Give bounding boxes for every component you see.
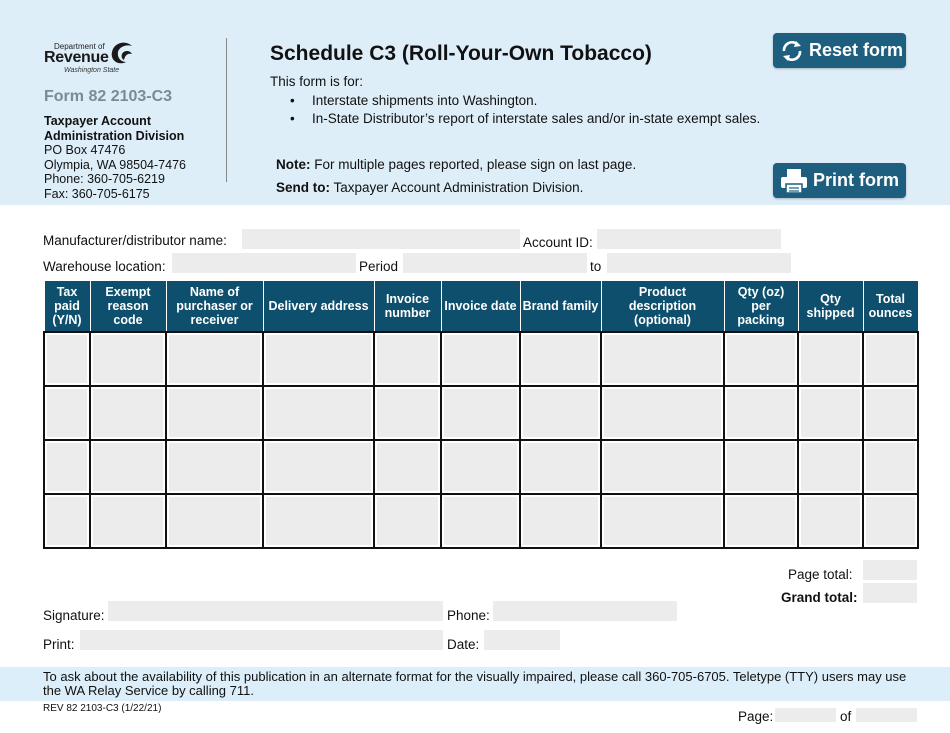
table-cell-input[interactable] (444, 497, 517, 545)
table-cell (263, 494, 374, 548)
table-cell-input[interactable] (47, 335, 87, 383)
column-header: Delivery address (263, 281, 374, 333)
printer-icon (779, 167, 809, 195)
table-cell (263, 386, 374, 440)
table-cell-input[interactable] (866, 335, 915, 383)
table-cell-input[interactable] (801, 335, 860, 383)
table-cell (441, 494, 520, 548)
table-cell (520, 332, 601, 386)
table-cell (166, 440, 263, 494)
manufacturer-label: Manufacturer/distributor name: (43, 233, 227, 248)
table-cell (601, 440, 724, 494)
table-cell (724, 440, 798, 494)
table-cell-input[interactable] (266, 389, 371, 437)
dor-swirl-icon (108, 40, 136, 68)
address-phone: Phone: 360-705-6219 (44, 172, 165, 187)
table-cell (520, 440, 601, 494)
table-cell (863, 386, 918, 440)
manufacturer-input[interactable] (242, 229, 520, 249)
address-line: Taxpayer Account (44, 114, 151, 128)
table-cell-input[interactable] (266, 443, 371, 491)
sendto-label: Send to: (276, 180, 330, 195)
column-header: Tax paid (Y/N) (44, 281, 90, 333)
table-cell (441, 332, 520, 386)
table-cell-input[interactable] (47, 443, 87, 491)
column-header: Total ounces (863, 281, 918, 333)
table-cell-input[interactable] (169, 497, 260, 545)
table-cell (44, 386, 90, 440)
table-cell-input[interactable] (523, 443, 598, 491)
purpose-list (290, 92, 760, 128)
table-cell (263, 332, 374, 386)
table-cell (724, 494, 798, 548)
table-cell (798, 494, 863, 548)
table-cell (374, 494, 441, 548)
grand-total-input[interactable] (863, 583, 917, 603)
page-title: Schedule C3 (Roll-Your-Own Tobacco) (270, 42, 652, 65)
table-cell-input[interactable] (604, 443, 721, 491)
table-cell (374, 386, 441, 440)
date-label: Date: (447, 637, 480, 652)
table-cell-input[interactable] (377, 497, 438, 545)
table-cell-input[interactable] (444, 335, 517, 383)
table-cell (44, 494, 90, 548)
address-line: Olympia, WA 98504-7476 (44, 157, 186, 172)
table-cell (441, 386, 520, 440)
signature-label: Signature: (43, 608, 105, 623)
page-total-label: Page total: (788, 567, 853, 582)
table-cell-input[interactable] (604, 389, 721, 437)
table-cell (166, 386, 263, 440)
table-cell-input[interactable] (169, 443, 260, 491)
address-fax: Fax: 360-705-6175 (44, 186, 150, 201)
table-cell-input[interactable] (866, 497, 915, 545)
table-cell-input[interactable] (523, 335, 598, 383)
table-row (44, 440, 918, 494)
table-cell-input[interactable] (93, 389, 163, 437)
table-cell-input[interactable] (444, 443, 517, 491)
table-cell-input[interactable] (801, 443, 860, 491)
table-cell-input[interactable] (523, 497, 598, 545)
table-cell (166, 494, 263, 548)
table-cell (520, 386, 601, 440)
table-cell (374, 440, 441, 494)
column-header: Qty (oz) per packing (724, 281, 798, 333)
table-cell-input[interactable] (727, 497, 795, 545)
table-cell-input[interactable] (801, 497, 860, 545)
table-cell (90, 440, 166, 494)
table-cell-input[interactable] (377, 389, 438, 437)
table-cell-input[interactable] (444, 389, 517, 437)
table-cell-input[interactable] (377, 335, 438, 383)
column-header: Brand family (520, 281, 601, 333)
page-number-input[interactable] (775, 708, 836, 722)
table-cell (374, 332, 441, 386)
table-row (44, 332, 918, 386)
print-name-input[interactable] (80, 630, 443, 650)
table-cell-input[interactable] (523, 389, 598, 437)
list-item: • In-State Distributor’s report of interstate sales and/or in-state exempt sales. (290, 110, 760, 128)
table-cell-input[interactable] (169, 389, 260, 437)
grand-total-label: Grand total: (781, 590, 858, 605)
print-form-button[interactable] (773, 163, 906, 198)
table-cell (90, 386, 166, 440)
table-cell-input[interactable] (266, 335, 371, 383)
column-header: Invoice date (441, 281, 520, 333)
table-cell (90, 332, 166, 386)
shipments-table (43, 280, 919, 549)
logo-state-text: Washington State (64, 67, 120, 74)
print-form-label: Print form (813, 170, 900, 190)
note-text (276, 157, 636, 172)
period-end-input[interactable] (607, 253, 791, 273)
note-label: Note: (276, 157, 311, 172)
signature-input[interactable] (108, 601, 443, 621)
table-cell (863, 494, 918, 548)
table-cell (601, 386, 724, 440)
table-cell (44, 332, 90, 386)
intro-text: This form is for: (270, 74, 364, 89)
revision-code: REV 82 2103-C3 (1/22/21) (43, 703, 162, 714)
table-cell-input[interactable] (604, 497, 721, 545)
table-cell (863, 332, 918, 386)
dor-logo (44, 40, 144, 76)
account-id-label: Account ID: (523, 235, 593, 250)
phone-input[interactable] (493, 601, 677, 621)
table-cell (798, 440, 863, 494)
reset-form-label: Reset form (809, 40, 904, 60)
logo-dept-text: Department of (54, 42, 105, 51)
page-of-label: of (840, 709, 852, 724)
header-divider (226, 38, 227, 182)
table-cell-input[interactable] (727, 335, 795, 383)
column-header: Name of purchaser or receiver (166, 281, 263, 333)
table-cell-input[interactable] (93, 335, 163, 383)
table-cell-input[interactable] (377, 443, 438, 491)
phone-label: Phone: (447, 608, 490, 623)
table-cell (601, 494, 724, 548)
sendto-text (276, 180, 583, 195)
period-label: Period (359, 259, 399, 274)
agency-address (44, 114, 186, 202)
table-cell-input[interactable] (266, 497, 371, 545)
note-body: For multiple pages reported, please sign on last page. (310, 157, 637, 172)
page-count-input[interactable] (856, 708, 917, 722)
table-cell (724, 386, 798, 440)
period-to-label: to (590, 259, 602, 274)
reset-form-button[interactable] (773, 33, 906, 68)
table-row (44, 494, 918, 548)
table-cell-input[interactable] (727, 443, 795, 491)
table-cell (798, 386, 863, 440)
column-header: Exempt reason code (90, 281, 166, 333)
warehouse-input[interactable] (172, 253, 356, 273)
table-cell (90, 494, 166, 548)
table-cell-input[interactable] (47, 497, 87, 545)
table-cell (520, 494, 601, 548)
table-cell (263, 440, 374, 494)
table-cell (601, 332, 724, 386)
table-cell-input[interactable] (93, 443, 163, 491)
table-cell (863, 440, 918, 494)
column-header: Qty shipped (798, 281, 863, 333)
table-cell-input[interactable] (866, 443, 915, 491)
table-cell-input[interactable] (801, 389, 860, 437)
table-cell (44, 440, 90, 494)
list-item: • Interstate shipments into Washington. (290, 92, 760, 110)
table-cell (724, 332, 798, 386)
table-row (44, 386, 918, 440)
accessibility-notice: To ask about the availability of this publication in an alternate format for the visually impaired, please call 360-705-6705. Teletype (TTY) users may use the WA Relay Service by calling 711. (43, 669, 907, 698)
column-header: Product description (optional) (601, 281, 724, 333)
period-start-input[interactable] (403, 253, 587, 273)
table-cell-input[interactable] (93, 497, 163, 545)
column-header: Invoice number (374, 281, 441, 333)
table-cell-input[interactable] (47, 389, 87, 437)
table-cell (166, 332, 263, 386)
table-cell-input[interactable] (866, 389, 915, 437)
address-line: Administration Division (44, 128, 185, 143)
form-number: Form 82 2103-C3 (44, 88, 173, 105)
table-cell (441, 440, 520, 494)
address-line: PO Box 47476 (44, 143, 126, 158)
sendto-body: Taxpayer Account Administration Division. (330, 180, 584, 195)
table-cell-input[interactable] (727, 389, 795, 437)
page-total-input[interactable] (863, 560, 917, 580)
table-cell-input[interactable] (169, 335, 260, 383)
print-name-label: Print: (43, 637, 75, 652)
page-number-label: Page: (738, 709, 774, 724)
reset-icon (779, 38, 805, 64)
table-cell (798, 332, 863, 386)
table-cell-input[interactable] (604, 335, 721, 383)
account-id-input[interactable] (597, 229, 781, 249)
logo-revenue-text: Revenue (44, 49, 109, 66)
table-header-row (44, 281, 918, 333)
date-input[interactable] (484, 630, 560, 650)
warehouse-label: Warehouse location: (43, 259, 166, 274)
